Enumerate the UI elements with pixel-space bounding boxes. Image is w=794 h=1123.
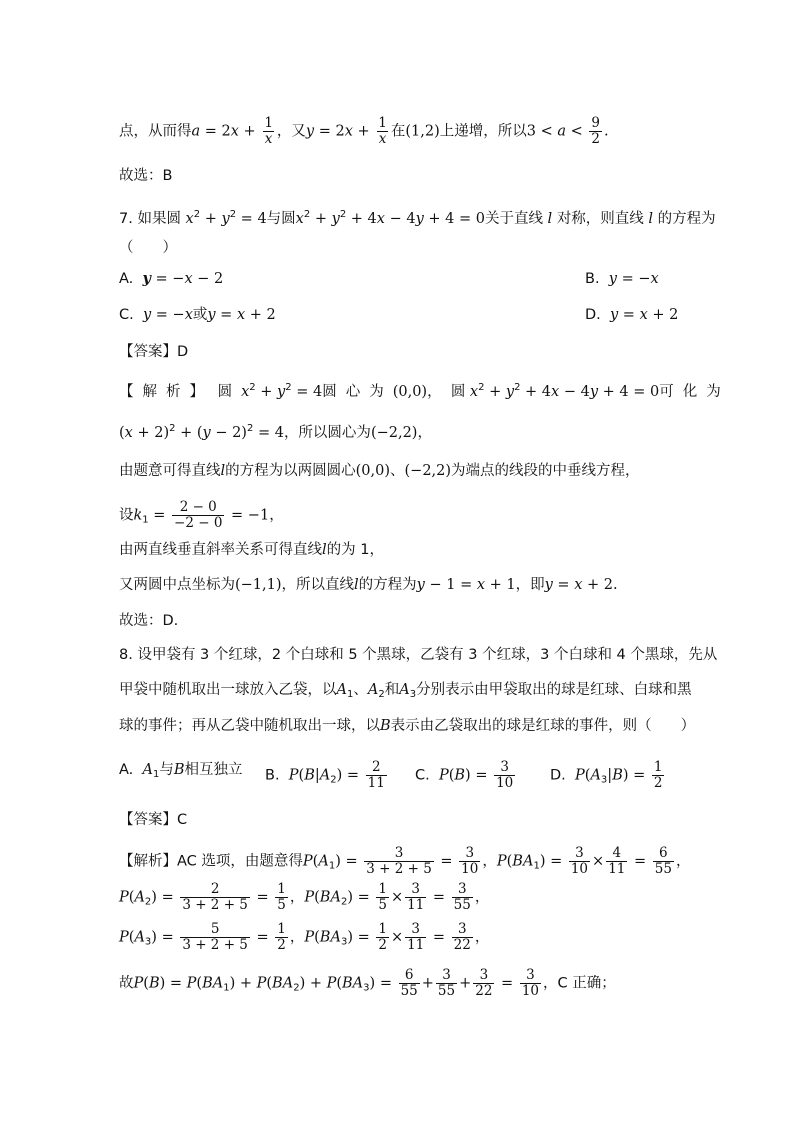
q8-line-2: 甲袋中随机取出一球放入乙袋，以$A_1$、$A_2$和$A_3$分别表示由甲袋取出的球是红球、白球和黑 [119, 682, 692, 700]
q8-analysis-4: 故$P(B) = P(BA_1) + P(BA_2) + P(BA_3)$ = $\frac{6}{55}$ + $\frac{3}{55}$ + $\frac{3}{22}$ = $\frac{3}{10}$ ，C 正确； [119, 967, 616, 999]
q7-analysis-5: 由两直线垂直斜率关系可得直线l的为 1， [119, 542, 384, 558]
q8-option-a: A. $A_1$与B相互独立 [119, 762, 243, 780]
q7-analysis-4: 设$k_1$ = $\frac{2 - 0}{-2 - 0}$ = −1， [119, 499, 284, 531]
q8-analysis-1: 【解析】AC 选项，由题意得$P(A_1)$ = $\frac{3}{3 + 2 + 5}$ = $\frac{3}{10}$ ，$P(BA_1)$ = $\frac{3}{10}$ × $\frac{4}{11}$ = $\frac{6}{55}$ ， [119, 845, 691, 877]
prev-select: 故选：B [119, 168, 173, 184]
q7-stem: 7. 如果圆 $x^2 + y^2 = 4$与圆$x^2 + y^2 + 4x - 4y + 4 = 0$关于直线 l 对称，则直线 l 的方程为 [119, 209, 716, 227]
q7-select: 故选：D. [119, 613, 179, 629]
prev-line-1: 点，从而得a = 2x + $\frac{1}{x}$ ，又y = 2x + $\frac{1}{x}$ 在(1,2)上递增，所以3 < a < $\frac{9}{2}$ . [119, 115, 609, 147]
q7-paren: （ ） [119, 240, 177, 256]
q8-line-1: 8. 设甲袋有 3 个红球，2 个白球和 5 个黑球，乙袋有 3 个红球，3 个白球和 4 个黑球，先从 [119, 647, 718, 663]
q7-option-d: D. y = x + 2 [585, 307, 679, 323]
q7-analysis-3: 由题意可得直线l的方程为以两圆圆心(0,0)、(−2,2)为端点的线段的中垂线方程， [119, 463, 640, 479]
q8-answer: 【答案】C [119, 812, 188, 828]
q7-analysis-6: 又两圆中点坐标为(−1,1)，所以直线l的方程为y − 1 = x + 1，即y = x + 2. [119, 577, 618, 593]
q8-option-d: D. $P(A_3|B)$ = $\frac{1}{2}$ [550, 759, 663, 791]
q7-analysis-2: $(x + 2)^2 + (y - 2)^2 = 4$，所以圆心为(−2,2)， [119, 423, 432, 441]
q7-option-a: A. y = −x − 2 [119, 270, 224, 287]
q7-option-b: B. y = −x [585, 271, 659, 287]
q7-answer: 【答案】D [119, 344, 189, 360]
q7-analysis-1: 【解析】 圆$x^2 + y^2 = 4$圆心为(0,0)， 圆 $x^2 + y^2 + 4x - 4y + 4 = 0$可化为 [119, 382, 730, 400]
q8-option-b: B. $P(B|A_2)$ = $\frac{2}{11}$ [265, 759, 385, 791]
q8-analysis-2: $P(A_2)$ = $\frac{2}{3 + 2 + 5}$ = $\frac{1}{5}$ ，$P(BA_2)$ = $\frac{1}{5}$ × $\frac{3}{11}$ = $\frac{3}{55}$ ， [119, 881, 490, 913]
q8-option-c: C. P(B) = $\frac{3}{10}$ [415, 759, 514, 791]
q8-line-3: 球的事件；再从乙袋中随机取出一球，以B表示由乙袋取出的球是红球的事件，则（ ） [119, 718, 696, 734]
q7-option-c: C. y = −x或y = x + 2 [119, 307, 276, 323]
q8-analysis-3: $P(A_3)$ = $\frac{5}{3 + 2 + 5}$ = $\frac{1}{2}$ ，$P(BA_3)$ = $\frac{1}{2}$ × $\frac{3}{11}$ = $\frac{3}{22}$ ， [119, 921, 490, 953]
